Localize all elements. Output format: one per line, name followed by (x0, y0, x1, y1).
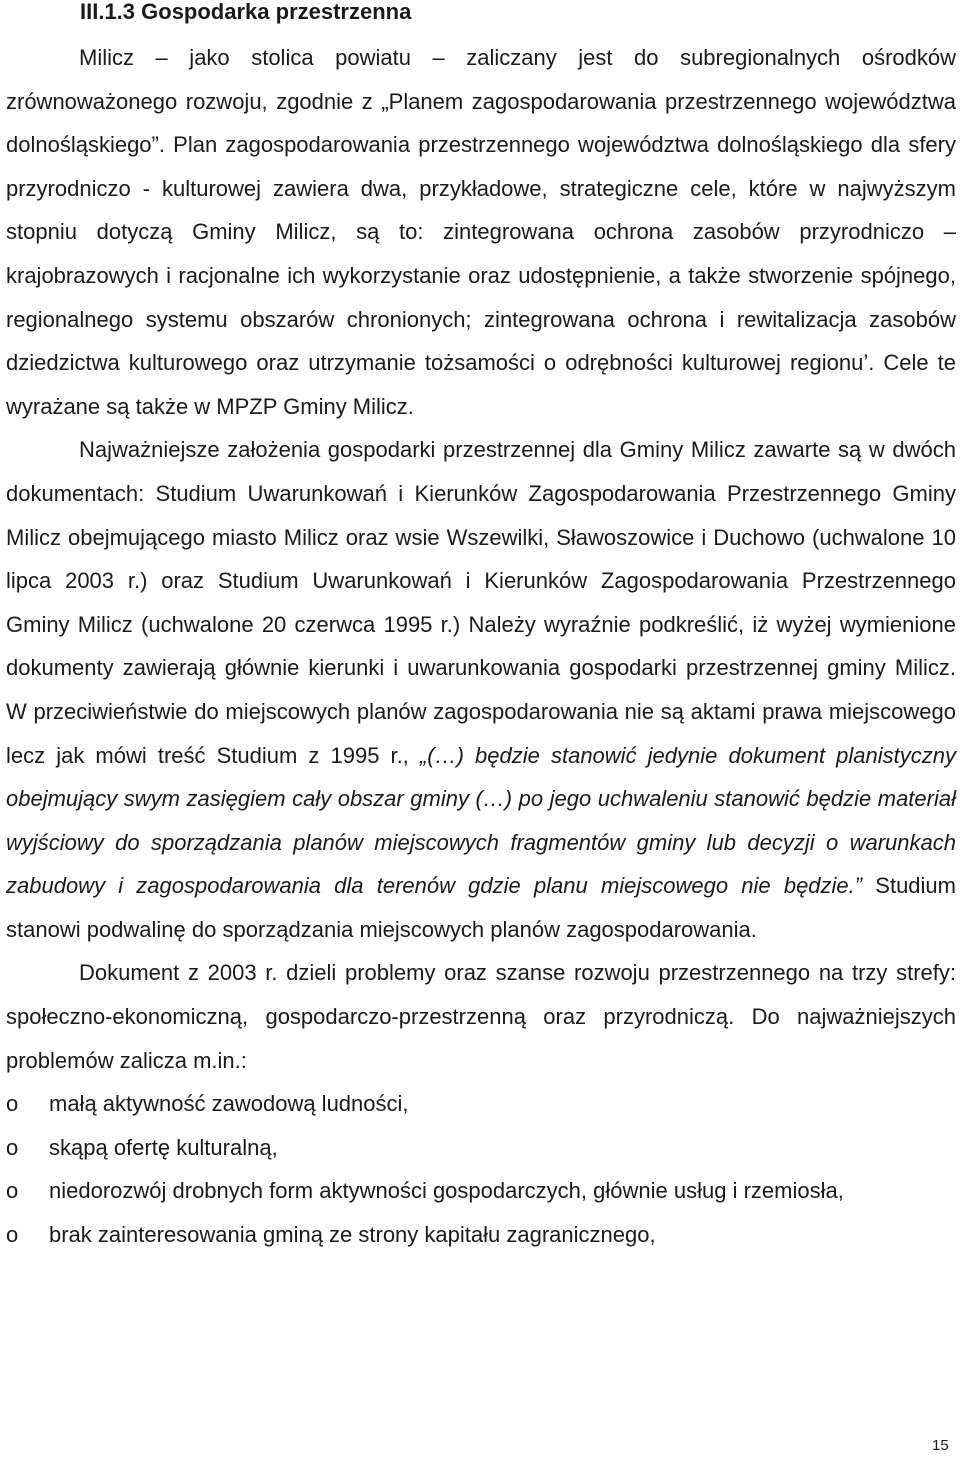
paragraph-problems-intro: Dokument z 2003 r. dzieli problemy oraz szanse rozwoju przestrzennego na trzy strefy: społeczno-ekonomiczną, gospodarczo-przestrzenną oraz przyrodniczą. Do najważniejszych problemów zalicza m.in.: (6, 960, 956, 1073)
list-item (6, 1213, 956, 1257)
paragraph-studies-quote: „(…) będzie stanowić jedynie dokument planistyczny obejmujący swym zasięgiem cały obszar gminy (…) po jego uchwaleniu stanowić będzie materiał wyjściowy do sporządzania planów miejscowych fragmentów gminy lub decyzji o warunkach zabudowy i zagospodarowania dla terenów gdzie planu miejscowego nie będzie.” (6, 742, 957, 899)
paragraph-studies-text: Najważniejsze założenia gospodarki przestrzennej dla Gminy Milicz zawarte są w dwóch dokumentach: Studium Uwarunkowań i Kierunków Zagospodarowania Przestrzennego Gminy Milicz obejmującego miasto Milicz oraz wsie Wszewilki, Sławoszowice i Duchowo (uchwalone 10 lipca 2003 r.) oraz Studium Uwarunkowań i Kierunków Zagospodarowania Przestrzennego Gminy Milicz (uchwalone 20 czerwca 1995 r.) Należy wyraźnie podkreślić, iż wyżej wymienione dokumenty zawierają głównie kierunki i uwarunkowania gospodarki przestrzennej gminy Milicz. W przeciwieństwie do miejscowych planów zagospodarowania nie są aktami prawa miejscowego lecz jak mówi treść Studium z 1995 r., (6, 437, 956, 768)
list-item-text: brak zainteresowania gminą ze strony kapitału zagranicznego, (49, 1222, 656, 1248)
list-item-text: małą aktywność zawodową ludności, (49, 1091, 409, 1117)
section-heading: III.1.3 Gospodarka przestrzenna (80, 0, 412, 24)
document-page (6, 0, 956, 1257)
page-number: 15 (932, 1437, 949, 1454)
list-item-text: skąpą ofertę kulturalną, (49, 1134, 278, 1160)
bullet-icon: o (6, 1091, 19, 1117)
paragraph-studies (6, 428, 956, 951)
paragraph-strategy: Milicz – jako stolica powiatu – zaliczany jest do subregionalnych ośrodków zrównoważonego rozwoju, zgodnie z „Planem zagospodarowania przestrzennego województwa dolnośląskiego”. Plan zagospodarowania przestrzennego województwa dolnośląskiego dla sfery przyrodniczo - kulturowej zawiera dwa, przykładowe, strategiczne cele, które w najwyższym stopniu dotyczą Gminy Milicz, są to: zintegrowana ochrona zasobów przyrodniczo – krajobrazowych i racjonalne ich wykorzystanie oraz udostępnienie, a także stworzenie spójnego, regionalnego systemu obszarów chronionych; zintegrowana ochrona i rewitalizacja zasobów dziedzictwa kulturowego oraz utrzymanie tożsamości o odrębności kulturowej regionu’. Cele te wyrażane są także w MPZP Gminy Milicz. (6, 45, 956, 419)
list-item (6, 1126, 956, 1170)
bullet-icon: o (6, 1178, 19, 1204)
bullet-icon: o (6, 1222, 19, 1248)
problems-list (6, 1082, 956, 1256)
list-item (6, 1169, 956, 1213)
list-item (6, 1082, 956, 1126)
list-item-text: niedorozwój drobnych form aktywności gospodarczych, głównie usług i rzemiosła, (49, 1178, 844, 1204)
paragraph-studies-closing: Studium stanowi podwalinę do sporządzania miejscowych planów zagospodarowania. (6, 873, 956, 942)
bullet-icon: o (6, 1134, 19, 1160)
